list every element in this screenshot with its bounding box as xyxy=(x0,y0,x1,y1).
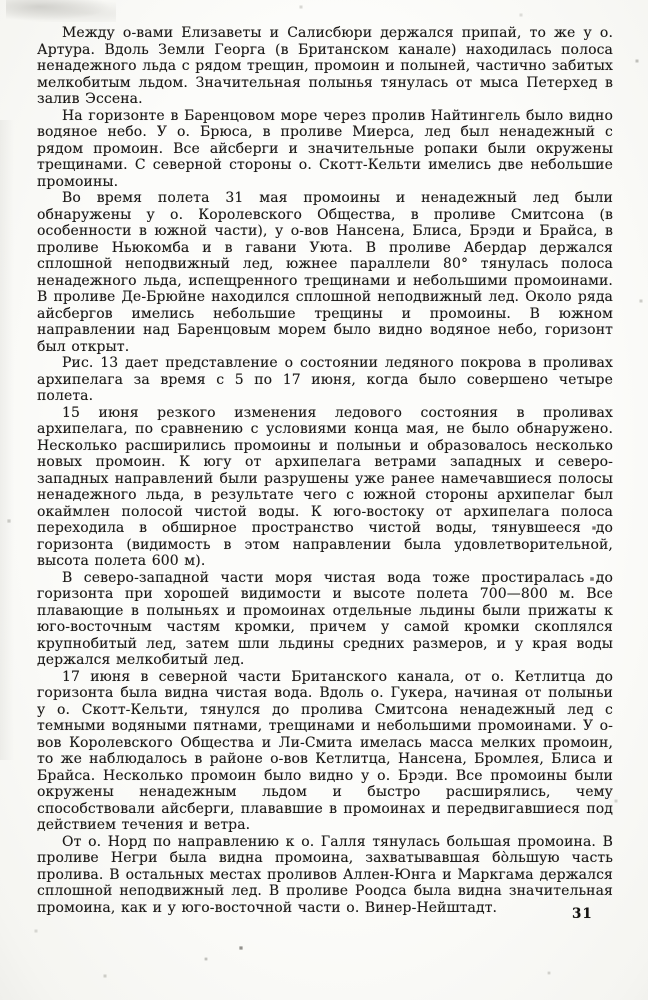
paragraph-northwest-sea: В северо-западной части моря чистая вода тоже простиралась до горизонта при хорошей видимости и высоте полета 700—800 м. Все плавающие в полыньях и промоинах отдельные льдины были прижаты к юго-восточным частям кромки, причем у самой кромки скоплялся крупнобитый лед, затем шли льдины средних размеров, и у края воды держался мелкобитый лед. xyxy=(37,569,613,668)
paragraph-june-15: 15 июня резкого изменения ледового состояния в проливах архипелага, по сравнению с условиями конца мая, не было обнаружено. Несколько расширились промоины и полыньи и образовалось несколько новых промоин. К югу от архипелага ветрами западных и северо-западных направлений были разрушены уже ранее намечавшиеся полосы ненадежного льда, в результате чего с южной стороны архипелаг был окаймлен полосой чистой воды. К юго-востоку от архипелага полоса переходила в обширное пространство чистой воды, тянувшееся до горизонта (видимость в этом направлении была удовлетворительной, высота полета 600 м). xyxy=(37,404,613,569)
scan-shadow-icon xyxy=(0,120,14,760)
paragraph-ice-between-islands: Между о-вами Елизаветы и Салисбюри держался припай, то же у о. Артура. Вдоль Земли Георга (в Британском канале) находилась полоса ненадежного льда с рядом трещин, промоин и полыней, частично забитых мелкобитым льдом. Значительная полынья тянулась от мыса Петерхед в залив Эссена. xyxy=(37,25,613,107)
page-text xyxy=(37,25,613,916)
paragraph-flight-may-31: Во время полета 31 мая промоины и ненадежный лед были обнаружены у о. Королевского Общества, в проливе Смитсона (в особенности в южной части), у о-вов Нансена, Блиса, Брэди и Брайса, в проливе Ньюкомба и в гавани Уюта. В проливе Абердар держался сплошной неподвижный лед, южнее параллели 80° тянулась полоса ненадежного льда, испещренного трещинами и небольшими промоинами. В проливе Де-Брюйне находился сплошной неподвижный лед. Около ряда айсбергов имелись небольшие трещины и промоины. В южном направлении над Баренцовым морем было видно водяное небо, горизонт был открыт. xyxy=(37,190,613,355)
paragraph-barents-horizon: На горизонте в Баренцовом море через пролив Найтингель было видно водяное небо. У о. Брюса, в проливе Миерса, лед был ненадежный с рядом промоин. Все айсберги и значительные ропаки были окружены трещинами. С северной стороны о. Скотт-Кельти имелись две небольшие промоины. xyxy=(37,107,613,190)
scan-noise-icon xyxy=(0,0,2,2)
paragraph-figure-13-reference: Рис. 13 дает представление о состоянии ледяного покрова в проливах архипелага за время с 5 по 17 июня, когда было совершено четыре полета. xyxy=(37,355,613,404)
paragraph-nord-island: От о. Норд по направлению к о. Галля тянулась большая промоина. В проливе Негри была видна промоина, захватывавшая бо̀льшую часть пролива. В остальных местах проливов Аллен-Юнга и Маркгама держался сплошной неподвижный лед. В проливе Роодса была видна значительная промоина, как и у юго-восточной части о. Винер-Нейштадт. xyxy=(37,833,613,916)
page-number: 31 xyxy=(572,906,593,922)
scan-smudge-icon xyxy=(6,0,116,22)
paragraph-june-17: 17 июня в северной части Британского канала, от о. Кетлитца до горизонта была видна чистая вода. Вдоль о. Гукера, начиная от полыньи у о. Скотт-Кельти, тянулся до пролива Смитсона ненадежный лед с темными водяными пятнами, трещинами и небольшими промоинами. У о-вов Королевского Общества и Ли-Смита имелась масса мелких промоин, то же наблюдалось в районе о-вов Кетлитца, Нансена, Бромлея, Блиса и Брайса. Несколько промоин было видно у о. Брэди. Все промоины были окружены ненадежным льдом и быстро расширялись, чему способствовали айсберги, плававшие в промоинах и передвигавшиеся под действием течения и ветра. xyxy=(37,668,613,833)
